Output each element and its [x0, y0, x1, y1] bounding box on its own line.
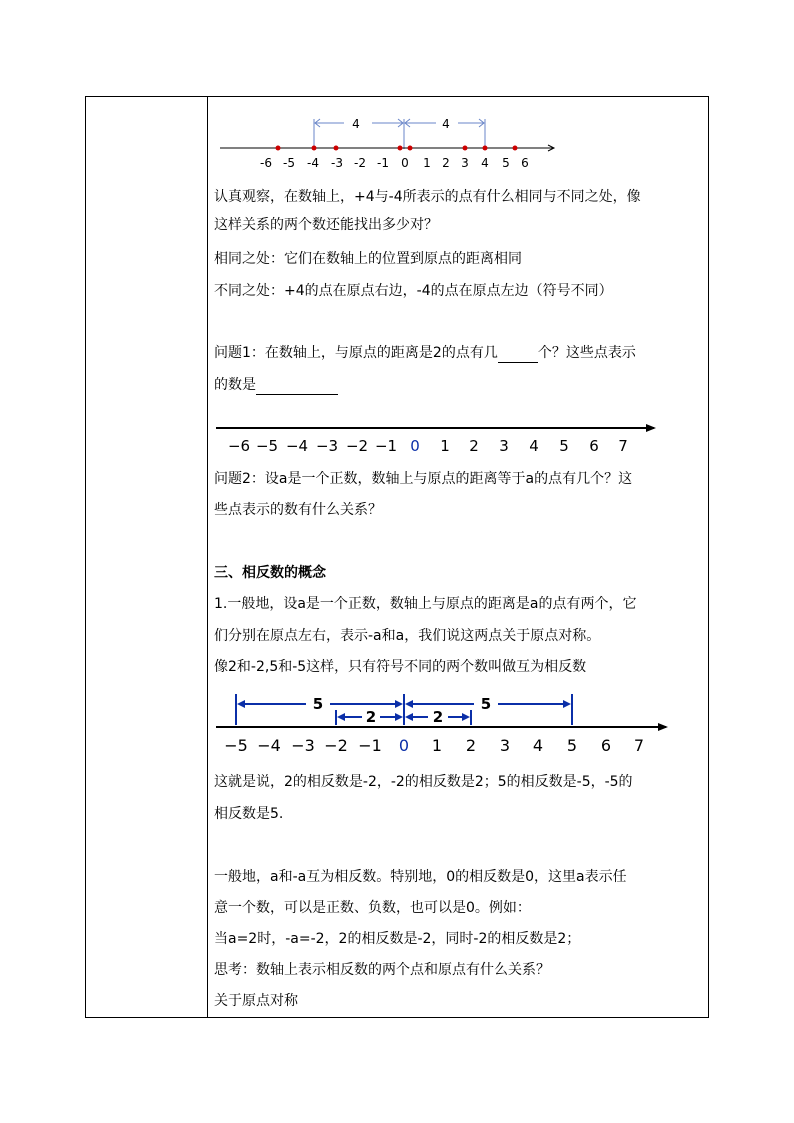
tick-label-origin: 0	[398, 736, 410, 755]
distance-label-2-right: 2	[432, 708, 444, 726]
tick-label: 1	[431, 736, 443, 755]
q2-line2: 些点表示的数有什么关系？	[214, 502, 382, 518]
para4-line5: 关于原点对称	[214, 993, 298, 1009]
tick-label: -1	[377, 156, 389, 170]
tick-label: 6	[521, 156, 529, 170]
tick-label: −1	[358, 736, 382, 755]
tick-label: 7	[618, 437, 628, 455]
section3-line3: 像2和-2,5和-5这样，只有符号不同的两个数叫做互为相反数	[214, 659, 587, 675]
tick-label: −5	[224, 736, 248, 755]
tick-label: 3	[461, 156, 469, 170]
para3-line2: 相反数是5.	[214, 806, 284, 822]
para1-line4: 不同之处：+4的点在原点右边，-4的点在原点左边（符号不同）	[214, 283, 613, 299]
number-line-3	[214, 689, 684, 761]
tick-label: −2	[324, 736, 348, 755]
distance-label-5-right: 5	[480, 695, 492, 713]
left-column	[86, 97, 208, 1017]
tick-label: 3	[499, 736, 511, 755]
tick-label: 5	[502, 156, 510, 170]
tick-label: 5	[559, 437, 569, 455]
tick-label: 2	[465, 736, 477, 755]
q1-text-b: 个？这些点表示	[537, 345, 636, 361]
tick-label: 2	[469, 437, 479, 455]
tick-label: -4	[307, 156, 319, 170]
tick-label: −6	[227, 437, 251, 455]
answer-blank-1[interactable]	[498, 347, 538, 363]
tick-label: −4	[285, 437, 309, 455]
distance-label-5-left: 5	[312, 695, 324, 713]
tick-label: 1	[440, 437, 450, 455]
distance-label-2-left: 2	[365, 708, 377, 726]
q1-line2	[214, 375, 338, 395]
para3-line1: 这就是说，2的相反数是-2，-2的相反数是2；5的相反数是-5，-5的	[214, 774, 633, 790]
number-line-1	[214, 105, 574, 177]
section3-line2: 们分别在原点左右，表示-a和a，我们说这两点关于原点对称。	[214, 628, 601, 644]
content-column	[214, 97, 704, 1017]
tick-label: −4	[257, 736, 281, 755]
tick-label: 6	[600, 736, 612, 755]
tick-label: 2	[442, 156, 450, 170]
tick-label: −3	[291, 736, 315, 755]
para4-line3: 当a=2时，-a=-2，2的相反数是-2，同时-2的相反数是2；	[214, 931, 581, 947]
tick-label: 4	[481, 156, 489, 170]
dist-label-right: 4	[442, 117, 450, 131]
tick-label: −5	[255, 437, 279, 455]
tick-label: 5	[566, 736, 578, 755]
tick-label: 4	[532, 736, 544, 755]
number-line-2	[214, 413, 674, 459]
q2-line1: 问题2：设a是一个正数，数轴上与原点的距离等于a的点有几个？这	[214, 471, 633, 487]
tick-label: 6	[589, 437, 599, 455]
tick-label-origin: 0	[410, 437, 420, 455]
q1-line1	[214, 343, 636, 363]
answer-blank-2[interactable]	[256, 379, 338, 395]
tick-label: 1	[423, 156, 431, 170]
tick-label: -3	[331, 156, 343, 170]
tick-label: −1	[374, 437, 398, 455]
tick-label: −3	[315, 437, 339, 455]
q1-text-a: 问题1：在数轴上，与原点的距离是2的点有几	[214, 345, 498, 361]
q1-text-c: 的数是	[214, 377, 256, 393]
tick-label: -2	[354, 156, 366, 170]
tick-label: 0	[401, 156, 409, 170]
dist-label-left: 4	[352, 117, 360, 131]
tick-label: −2	[345, 437, 369, 455]
section-title: 三、相反数的概念	[214, 565, 326, 581]
worksheet-table	[85, 96, 709, 1018]
para1-line2: 这样关系的两个数还能找出多少对？	[214, 217, 438, 233]
tick-label: -6	[260, 156, 272, 170]
para1-line3: 相同之处：它们在数轴上的位置到原点的距离相同	[214, 251, 522, 267]
tick-label: 3	[499, 437, 509, 455]
tick-label: -5	[283, 156, 295, 170]
tick-label: 4	[529, 437, 539, 455]
para4-line4: 思考：数轴上表示相反数的两个点和原点有什么关系？	[214, 962, 550, 978]
para4-line1: 一般地，a和-a互为相反数。特别地，0的相反数是0，这里a表示任	[214, 869, 627, 885]
section3-line1: 1.一般地，设a是一个正数，数轴上与原点的距离是a的点有两个，它	[214, 596, 637, 612]
para1-line1: 认真观察，在数轴上，+4与-4所表示的点有什么相同与不同之处，像	[214, 189, 641, 205]
para4-line2: 意一个数，可以是正数、负数，也可以是0。例如：	[214, 900, 531, 916]
tick-label: 7	[633, 736, 645, 755]
